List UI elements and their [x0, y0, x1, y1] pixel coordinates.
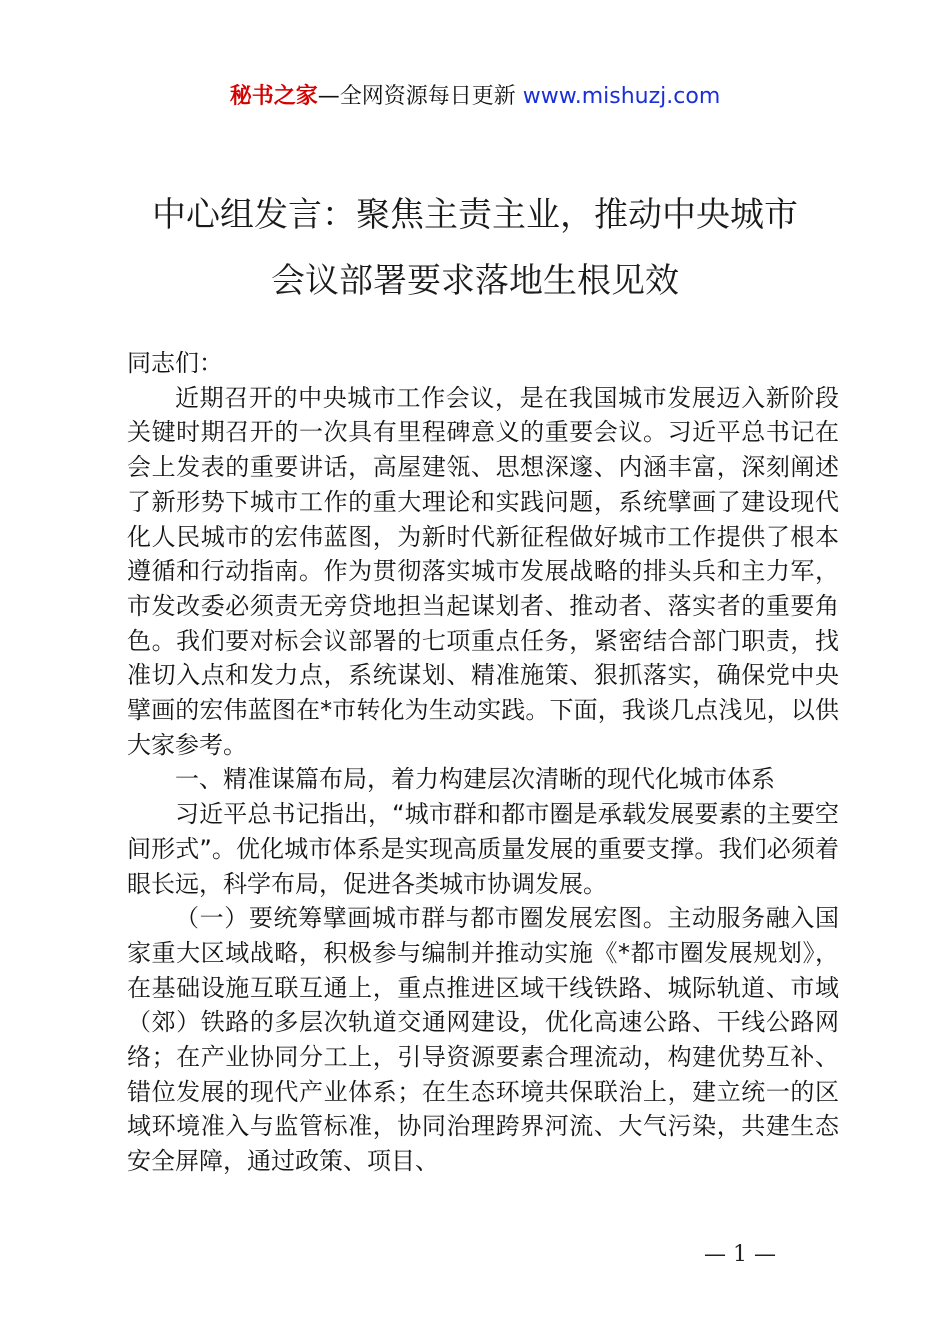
header-tagline: —全网资源每日更新: [317, 84, 523, 109]
paragraph-subsection-1: （一）要统筹擘画城市群与都市圈发展宏图。主动服务融入国家重大区域战略，积极参与编制并推动实施《*都市圈发展规划》，在基础设施互联互通上，重点推进区域干线铁路、城际轨道、市域（郊）铁路的多层次轨道交通网建设，优化高速公路、干线公路网络；在产业协同分工上，引导资源要素合理流动，构建优势互补、错位发展的现代产业体系；在生态环境共保联治上，建立统一的区域环境准入与监管标准，协同治理跨界河流、大气污染，共建生态安全屏障，通过政策、项目、: [127, 904, 839, 1176]
document-body: [127, 346, 839, 1179]
brand-name: 秘书之家: [229, 84, 318, 109]
title-line-2: 会议部署要求落地生根见效: [271, 261, 679, 301]
salutation: 同志们：: [127, 349, 223, 377]
site-header: [0, 82, 950, 112]
site-url-link[interactable]: www.mishuzj.com: [522, 84, 721, 109]
document-title: [0, 182, 950, 314]
paragraph-section-1-intro: 习近平总书记指出，“城市群和都市圈是承载发展要素的主要空间形式”。优化城市体系是实现高质量发展的重要支撑。我们必须着眼长远，科学布局，促进各类城市协调发展。: [127, 800, 839, 898]
title-line-1: 中心组发言：聚焦主责主业，推动中央城市: [152, 195, 798, 235]
paragraph-intro: 近期召开的中央城市工作会议，是在我国城市发展迈入新阶段关键时期召开的一次具有里程碑意义的重要会议。习近平总书记在会上发表的重要讲话，高屋建瓴、思想深邃、内涵丰富，深刻阐述了新形势下城市工作的重大理论和实践问题，系统擘画了建设现代化人民城市的宏伟蓝图，为新时代新征程做好城市工作提供了根本遵循和行动指南。作为贯彻落实城市发展战略的排头兵和主力军，市发改委必须责无旁贷地担当起谋划者、推动者、落实者的重要角色。我们要对标会议部署的七项重点任务，紧密结合部门职责，找准切入点和发力点，系统谋划、精准施策、狠抓落实，确保党中央擘画的宏伟蓝图在*市转化为生动实践。下面，我谈几点浅见，以供大家参考。: [127, 383, 839, 759]
section-heading-1: 一、精准谋篇布局，着力构建层次清晰的现代化城市体系: [175, 765, 775, 794]
page-number: — 1 —: [704, 1242, 776, 1267]
